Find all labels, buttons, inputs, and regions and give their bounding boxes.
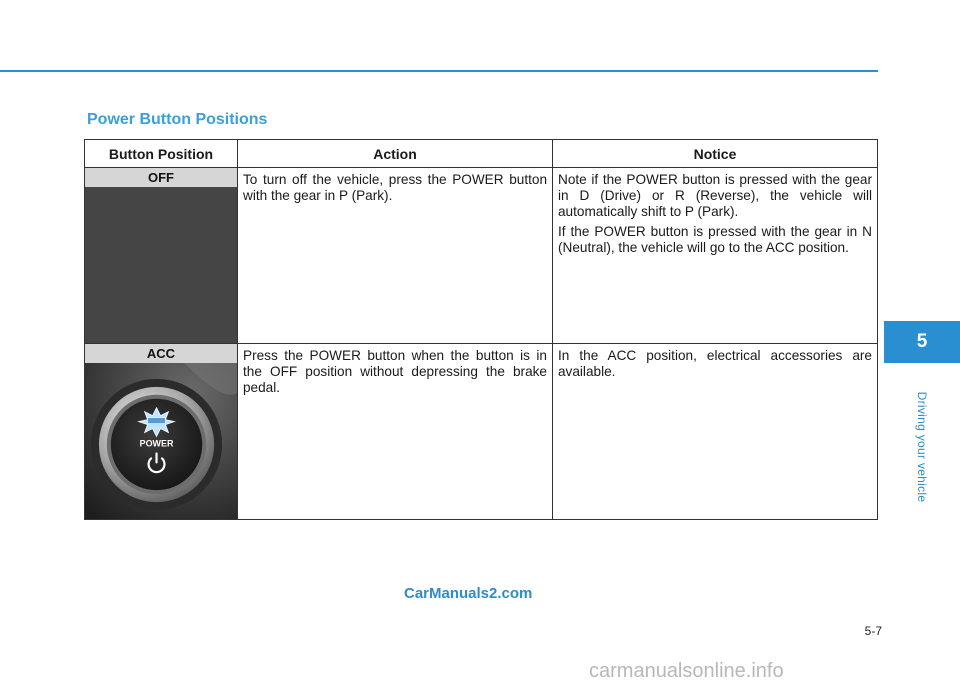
off-button-image [85, 187, 237, 343]
notice-text-off-1: Note if the POWER button is pressed with the gear in D (Drive) or R (Reverse), the vehicle will automatically shift to P (Park). [558, 172, 872, 219]
notice-text-off-2: If the POWER button is pressed with the gear in N (Neutral), the vehicle will go to the ACC position. [558, 224, 872, 255]
notice-text-acc: In the ACC position, electrical accessories are available. [558, 348, 872, 379]
table-row-off [85, 168, 878, 344]
top-rule [0, 70, 878, 72]
action-text-acc: Press the POWER button when the button is in the OFF position without depressing the brake pedal. [243, 348, 547, 395]
action-cell-acc [238, 344, 553, 520]
table-header-row [85, 140, 878, 168]
position-cell-acc [85, 344, 238, 520]
acc-button-image [85, 363, 237, 519]
section-title: Power Button Positions [87, 111, 268, 128]
header-action: Action [238, 140, 553, 168]
notice-cell-acc [553, 344, 878, 520]
notice-cell-off [553, 168, 878, 344]
chapter-label: Driving your vehicle [915, 391, 929, 503]
power-button-table [84, 139, 878, 520]
position-label-off: OFF [85, 168, 237, 187]
chapter-tab[interactable]: 5 [884, 321, 960, 363]
page-number: 5-7 [864, 624, 882, 638]
watermark-link[interactable]: CarManuals2.com [404, 585, 533, 602]
position-cell-off [85, 168, 238, 344]
action-cell-off [238, 168, 553, 344]
footer-watermark: carmanualsonline.info [589, 660, 784, 682]
table-row-acc [85, 344, 878, 520]
action-text-off: To turn off the vehicle, press the POWER button with the gear in P (Park). [243, 172, 547, 203]
position-label-acc: ACC [85, 344, 237, 363]
power-button-text: POWER [139, 438, 174, 449]
header-button-position: Button Position [85, 140, 238, 168]
power-button-illustration [85, 363, 237, 519]
header-notice: Notice [553, 140, 878, 168]
